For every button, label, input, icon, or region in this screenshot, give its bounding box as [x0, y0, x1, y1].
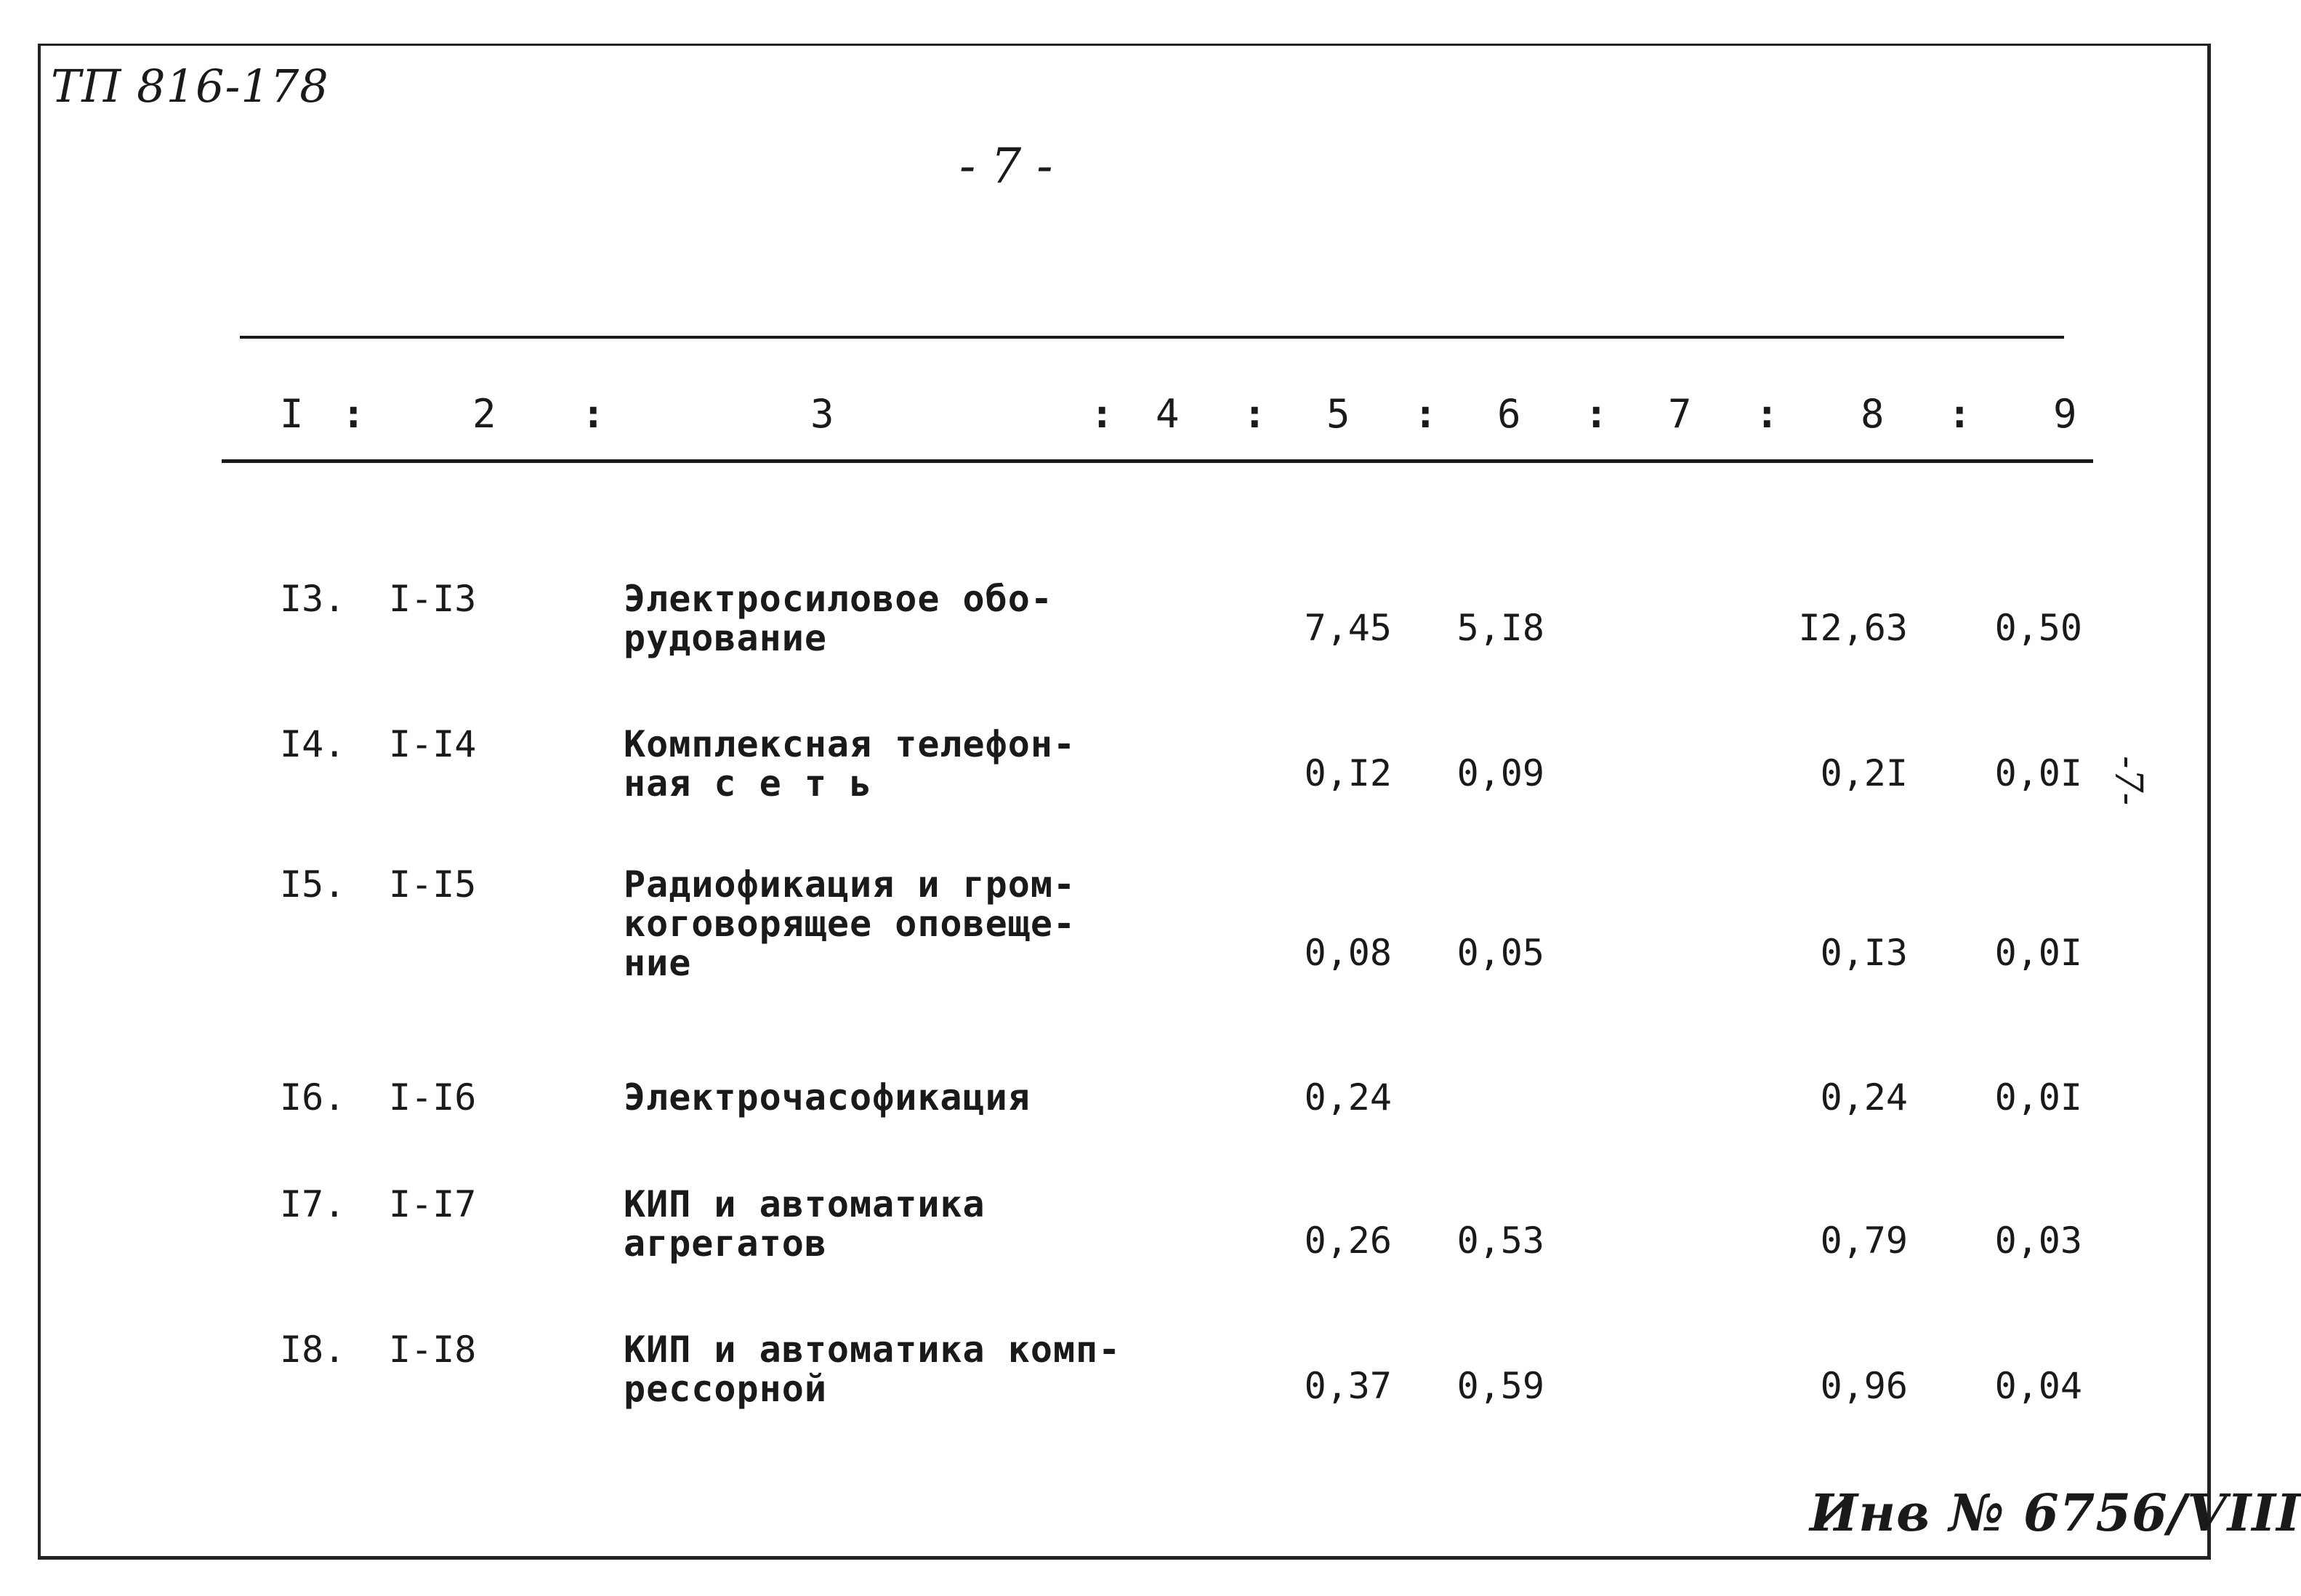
row-name: Комплексная телефон- ная с е т ь [624, 723, 1076, 805]
table-row [0, 1330, 2240, 1475]
row-col-9: 0,04 [1994, 1365, 2082, 1407]
row-code: I-I6 [389, 1076, 477, 1119]
header-col-3: 3 [810, 391, 834, 437]
table-header-rule [222, 459, 2093, 463]
row-col-5: 0,37 [1304, 1365, 1392, 1407]
row-col-9: 0,0I [1994, 752, 2082, 794]
row-col-6: 0,05 [1456, 932, 1544, 974]
header-separator: : [1584, 391, 1608, 437]
row-number: I3. [280, 578, 346, 620]
page-number: - 7 - [959, 138, 1053, 194]
row-col-8: 0,96 [1820, 1365, 1908, 1407]
row-number: I7. [280, 1183, 346, 1225]
header-col-9: 9 [2053, 391, 2077, 437]
header-separator: : [1414, 391, 1438, 437]
row-col-9: 0,0I [1994, 1076, 2082, 1119]
row-name: Электрочасофикация [624, 1076, 1031, 1119]
row-name: Электросиловое обо- рудование [624, 578, 1053, 659]
row-col-5: 0,26 [1304, 1220, 1392, 1262]
row-col-6: 0,53 [1456, 1220, 1544, 1262]
row-code: I-I7 [389, 1183, 477, 1225]
row-name: Радиофикация и гром- коговорящее оповеще- ние [624, 863, 1076, 984]
row-col-8: 0,79 [1820, 1220, 1908, 1262]
header-separator: : [342, 391, 366, 437]
row-code: I-I8 [389, 1329, 477, 1371]
document-code: ТП 816-178 [51, 60, 329, 113]
row-col-6: 0,59 [1456, 1365, 1544, 1407]
row-col-9: 0,0I [1994, 932, 2082, 974]
header-col-4: 4 [1156, 391, 1180, 437]
row-col-6: 0,09 [1456, 752, 1544, 794]
header-separator: : [1755, 391, 1779, 437]
row-number: I6. [280, 1076, 346, 1119]
row-code: I-I5 [389, 863, 477, 906]
table-row [0, 1185, 2240, 1330]
row-code: I-I4 [389, 723, 477, 765]
row-col-9: 0,03 [1994, 1220, 2082, 1262]
row-col-8: 0,I3 [1820, 932, 1908, 974]
header-separator: : [1948, 391, 1972, 437]
row-code: I-I3 [389, 578, 477, 620]
table-row [0, 865, 2240, 1010]
table-row [0, 579, 2240, 725]
inventory-number: Инв № 6756/VIII [1810, 1483, 2301, 1543]
header-separator: : [1090, 391, 1114, 437]
header-separator: : [581, 391, 605, 437]
header-col-5: 5 [1326, 391, 1350, 437]
row-col-8: I2,63 [1798, 607, 1908, 649]
row-name: КИП и автоматика комп- рессорной [624, 1329, 1121, 1410]
row-name: КИП и автоматика агрегатов [624, 1183, 986, 1265]
row-number: I8. [280, 1329, 346, 1371]
header-col-7: 7 [1668, 391, 1692, 437]
header-col-1: I [280, 391, 304, 437]
row-col-5: 7,45 [1304, 607, 1392, 649]
row-number: I4. [280, 723, 346, 765]
header-col-2: 2 [472, 391, 496, 437]
row-col-8: 0,24 [1820, 1076, 1908, 1119]
header-col-6: 6 [1497, 391, 1521, 437]
row-col-5: 0,I2 [1304, 752, 1392, 794]
row-number: I5. [280, 863, 346, 906]
header-col-8: 8 [1861, 391, 1885, 437]
row-col-5: 0,24 [1304, 1076, 1392, 1119]
side-page-mark: -7- [2106, 756, 2150, 806]
row-col-8: 0,2I [1820, 752, 1908, 794]
row-col-9: 0,50 [1994, 607, 2082, 649]
table-top-rule [240, 336, 2064, 339]
header-separator: : [1243, 391, 1267, 437]
row-col-5: 0,08 [1304, 932, 1392, 974]
table-row [0, 725, 2240, 870]
row-col-6: 5,I8 [1456, 607, 1544, 649]
